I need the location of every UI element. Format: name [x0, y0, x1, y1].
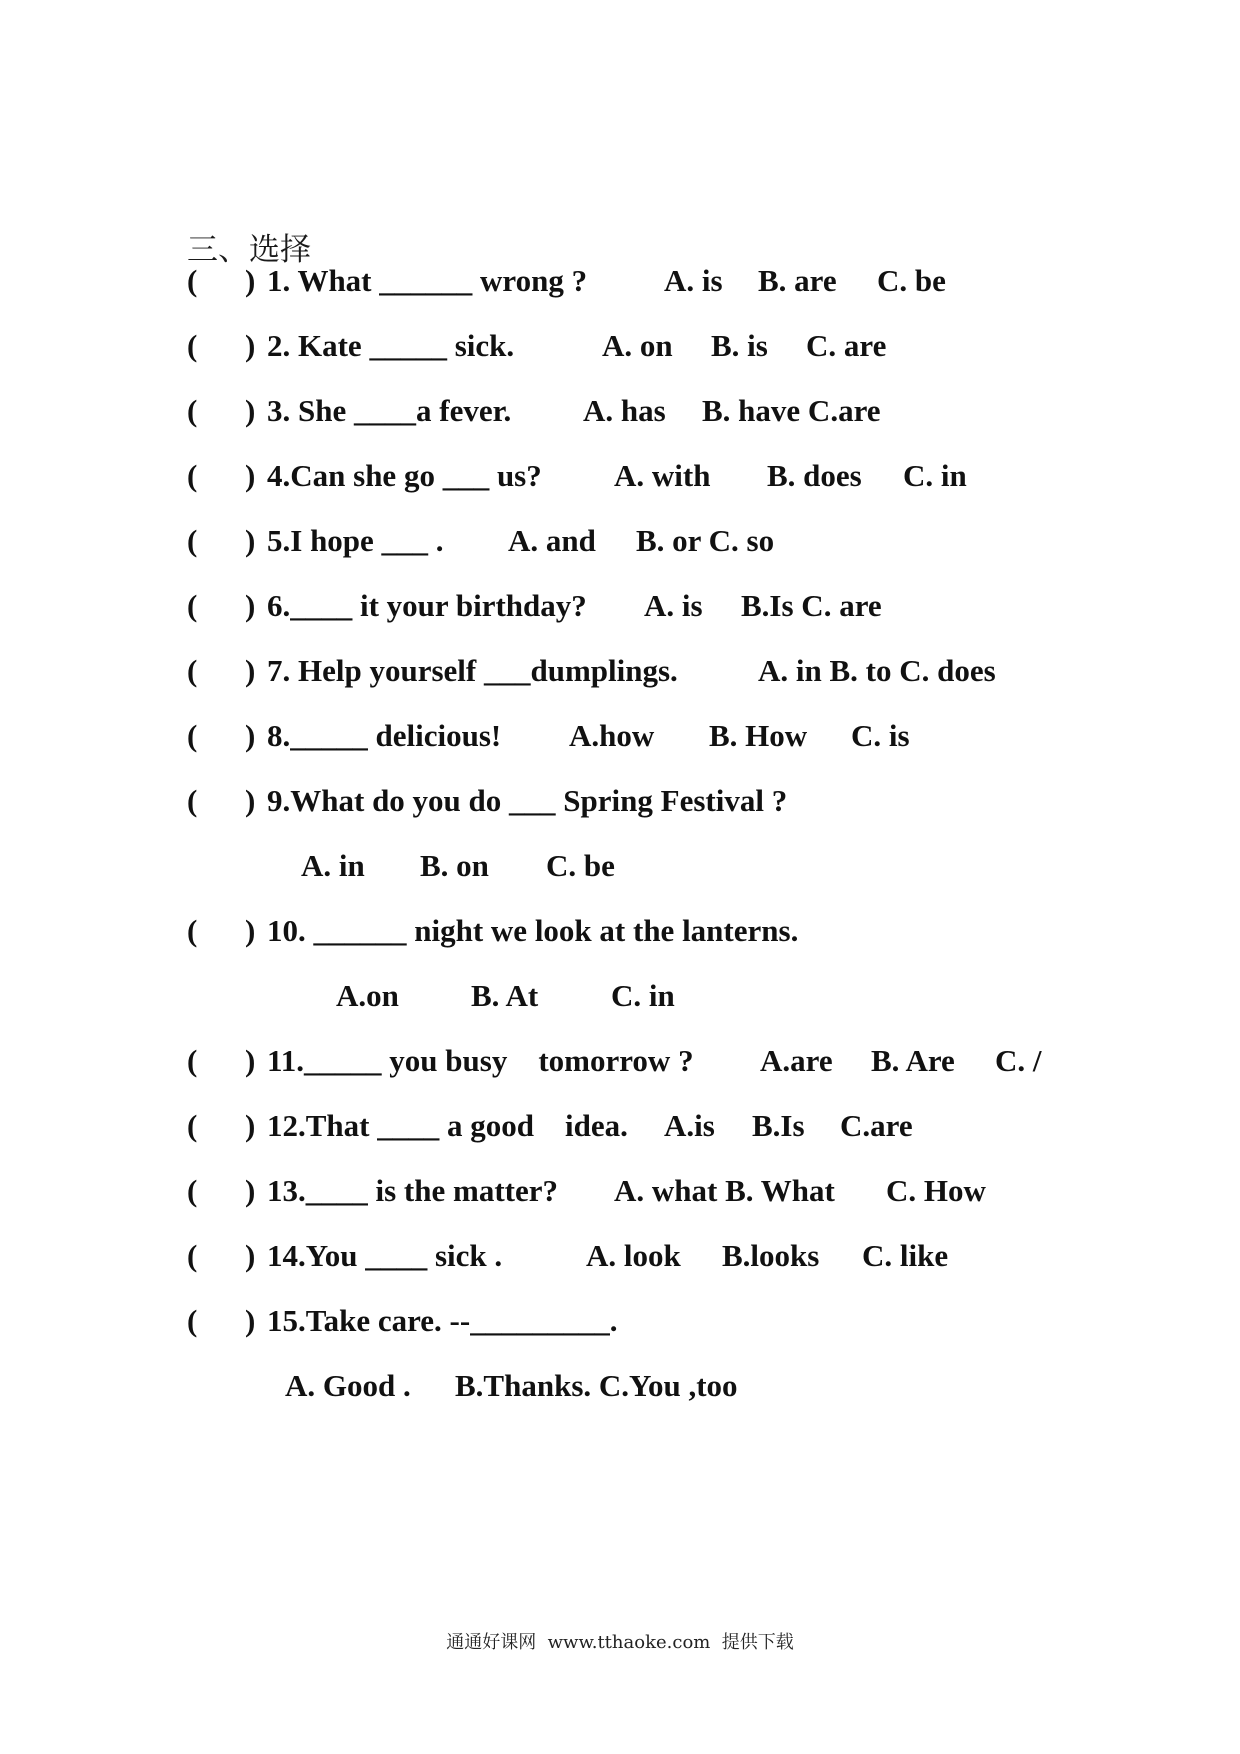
option-b: B.Is C. are: [741, 588, 882, 623]
option-a: A. on: [602, 328, 673, 363]
answer-paren-close: ): [245, 718, 256, 753]
option-b: B. have C.are: [702, 393, 881, 428]
question-row: [187, 648, 996, 694]
question-row: [187, 713, 910, 759]
option-b: B. on: [420, 848, 489, 883]
answer-paren-open: (: [187, 263, 198, 298]
option-a: A.on: [336, 978, 399, 1013]
answer-paren-open: (: [187, 458, 198, 493]
answer-paren-close: ): [245, 913, 256, 948]
option-a: A. with: [614, 458, 711, 493]
answer-paren-open: (: [187, 1173, 198, 1208]
question-stem: 13.____ is the matter?: [267, 1173, 558, 1208]
options-row: [187, 973, 675, 1019]
option-c: C. in: [611, 978, 675, 1013]
answer-paren-open: (: [187, 523, 198, 558]
question-stem: 2. Kate _____ sick.: [267, 328, 515, 363]
section-title: 三、选择: [187, 232, 311, 268]
answer-paren-close: ): [245, 653, 256, 688]
answer-paren-open: (: [187, 1238, 198, 1273]
question-row: [187, 258, 946, 304]
question-stem: 3. She ____a fever.: [267, 393, 512, 428]
question-stem: 15.Take care. --_________.: [267, 1303, 618, 1338]
option-b: B. Are: [871, 1043, 955, 1078]
option-a: A. has: [583, 393, 666, 428]
answer-paren-open: (: [187, 1303, 198, 1338]
question-stem: 11._____ you busy tomorrow ?: [267, 1043, 694, 1078]
answer-paren-close: ): [245, 393, 256, 428]
option-b: B. are: [758, 263, 837, 298]
question-row: [187, 1298, 618, 1344]
option-b: B.Thanks. C.You ,too: [455, 1368, 738, 1403]
answer-paren-open: (: [187, 913, 198, 948]
option-c: C. in: [903, 458, 967, 493]
question-row: [187, 778, 788, 824]
answer-paren-close: ): [245, 328, 256, 363]
question-stem: 10. ______ night we look at the lanterns.: [267, 913, 799, 948]
answer-paren-open: (: [187, 783, 198, 818]
option-b: B. or C. so: [636, 523, 775, 558]
answer-paren-open: (: [187, 653, 198, 688]
question-stem: 8._____ delicious!: [267, 718, 502, 753]
question-row: [187, 453, 967, 499]
answer-paren-close: ): [245, 588, 256, 623]
answer-paren-open: (: [187, 328, 198, 363]
options-row: [187, 1363, 738, 1409]
option-a: A. what B. What: [614, 1173, 835, 1208]
question-row: [187, 1168, 986, 1214]
answer-paren-close: ): [245, 1238, 256, 1273]
question-row: [187, 583, 882, 629]
question-stem: 9.What do you do ___ Spring Festival ?: [267, 783, 788, 818]
question-row: [187, 323, 887, 369]
option-c: C.are: [840, 1108, 913, 1143]
option-a: A.is: [664, 1108, 715, 1143]
answer-paren-open: (: [187, 393, 198, 428]
question-stem: 6.____ it your birthday?: [267, 588, 587, 623]
answer-paren-close: ): [245, 458, 256, 493]
option-c: C. How: [886, 1173, 986, 1208]
question-row: [187, 908, 799, 954]
option-a: A. and: [508, 523, 596, 558]
answer-paren-open: (: [187, 718, 198, 753]
option-c: C. is: [851, 718, 910, 753]
option-b: B. is: [711, 328, 768, 363]
option-c: C. /: [995, 1043, 1042, 1078]
option-a: A. in: [301, 848, 365, 883]
option-a: A. in B. to C. does: [758, 653, 996, 688]
option-b: B.Is: [752, 1108, 805, 1143]
option-a: A.are: [760, 1043, 833, 1078]
answer-paren-close: ): [245, 1303, 256, 1338]
option-c: C. are: [806, 328, 887, 363]
answer-paren-open: (: [187, 588, 198, 623]
option-c: C. be: [877, 263, 946, 298]
footer-credit: 通通好课网 www.tthaoke.com 提供下载: [446, 1632, 794, 1653]
answer-paren-open: (: [187, 1108, 198, 1143]
answer-paren-close: ): [245, 1043, 256, 1078]
question-stem: 7. Help yourself ___dumplings.: [267, 653, 678, 688]
question-stem: 12.That ____ a good idea.: [267, 1108, 628, 1143]
answer-paren-close: ): [245, 783, 256, 818]
answer-paren-close: ): [245, 523, 256, 558]
answer-paren-open: (: [187, 1043, 198, 1078]
answer-paren-close: ): [245, 1173, 256, 1208]
question-stem: 14.You ____ sick .: [267, 1238, 503, 1273]
question-row: [187, 1038, 1042, 1084]
options-row: [187, 843, 615, 889]
option-a: A. Good .: [285, 1368, 411, 1403]
option-b: B. How: [709, 718, 808, 753]
question-row: [187, 1233, 949, 1279]
option-b: B. does: [767, 458, 862, 493]
option-a: A. look: [586, 1238, 681, 1273]
option-a: A. is: [664, 263, 723, 298]
option-c: C. be: [546, 848, 615, 883]
answer-paren-close: ): [245, 263, 256, 298]
answer-paren-close: ): [245, 1108, 256, 1143]
option-a: A. is: [644, 588, 703, 623]
question-row: [187, 1103, 913, 1149]
option-c: C. like: [862, 1238, 949, 1273]
question-row: [187, 518, 775, 564]
option-b: B.looks: [722, 1238, 820, 1273]
question-stem: 5.I hope ___ .: [267, 523, 444, 558]
question-stem: 1. What ______ wrong ?: [267, 263, 588, 298]
option-a: A.how: [569, 718, 655, 753]
question-stem: 4.Can she go ___ us?: [267, 458, 542, 493]
option-b: B. At: [471, 978, 539, 1013]
question-row: [187, 388, 881, 434]
